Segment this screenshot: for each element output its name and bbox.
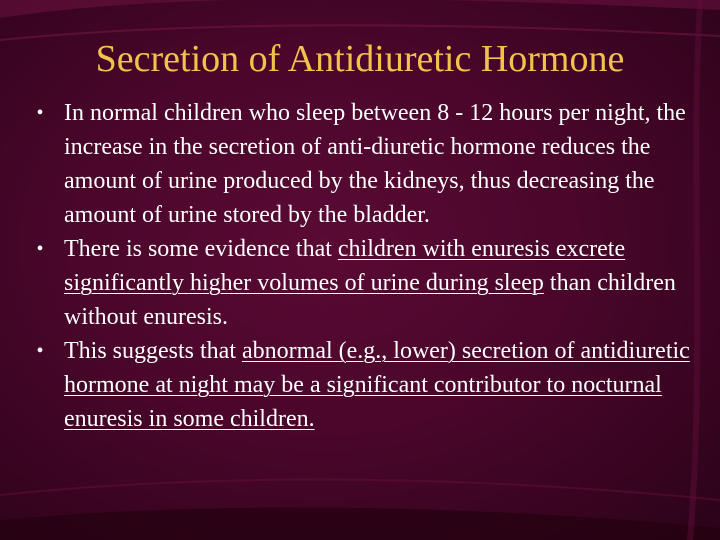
bullet-text: There is some evidence that xyxy=(64,236,338,262)
slide-title: Secretion of Antidiuretic Hormone xyxy=(95,38,625,80)
bullet-marker: • xyxy=(36,102,44,124)
bullet-marker: • xyxy=(36,238,44,260)
bullet-item xyxy=(30,334,690,436)
bullet-text: than children without enuresis. xyxy=(64,270,676,330)
underlined-text: children with enuresis excrete significantly higher volumes of urine during sleep xyxy=(64,236,626,296)
bullet-item xyxy=(30,96,690,232)
bullet-item xyxy=(30,232,690,334)
bullet-text: This suggests that xyxy=(64,338,242,364)
underlined-text: abnormal (e.g., lower) secretion of antidiuretic hormone at night may be a significant contributor to nocturnal enuresis in some children. xyxy=(64,338,690,432)
bullet-list xyxy=(30,96,690,436)
bullet-text: In normal children who sleep between 8 - 12 hours per night, the increase in the secretion of anti-diuretic hormone reduces the amount of urine produced by the kidneys, thus decreasing the amount of urine stored by the bladder. xyxy=(64,100,686,228)
bullet-marker: • xyxy=(36,340,44,362)
